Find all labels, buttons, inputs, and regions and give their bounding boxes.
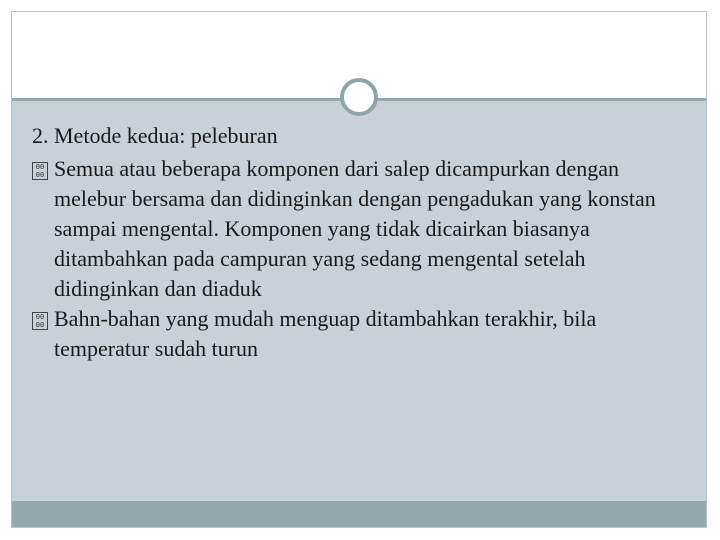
slide-content <box>32 121 682 364</box>
bullet-item <box>32 154 682 304</box>
missing-glyph-icon: 00 00 <box>32 162 48 180</box>
bullet-text: Semua atau beberapa komponen dari salep dicampurkan dengan melebur bersama dan didinginkan dengan pengadukan yang konstan sampai mengental. Komponen yang tidak dicairkan biasanya ditambahkan pada campuran yang sedang mengental setelah didinginkan dan diaduk <box>54 156 656 301</box>
slide-heading: 2. Metode kedua: peleburan <box>32 123 278 148</box>
circle-ornament <box>340 78 378 116</box>
footer-band <box>12 501 706 527</box>
bullet-text: Bahn-bahan yang mudah menguap ditambahkan terakhir, bila temperatur sudah turun <box>54 306 597 361</box>
missing-glyph-icon: 00 00 <box>32 312 48 330</box>
bullet-item <box>32 304 682 364</box>
